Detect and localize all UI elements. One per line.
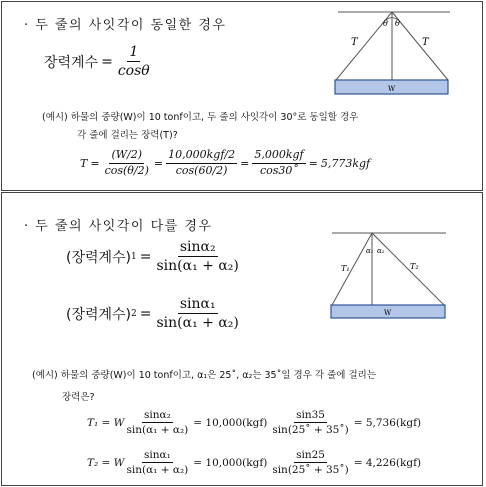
example1-line2: 각 줄에 걸리는 장력(T)? (77, 130, 178, 141)
right-sling-line (392, 12, 448, 80)
alpha2-label: α₂ (377, 247, 385, 255)
right-sling-line (372, 233, 444, 305)
load-label: W (384, 309, 392, 317)
theta-left-label: θ (383, 19, 388, 28)
example2-calculation-t2: T₂ = W $\frac{\text{sinα₁}}{\text{sin(α₁ + α₂)}}$ = 10,000(kgf) $\frac{\sin 25}{\sin(25˚ + 35˚)}$ = 4,226(kgf) (87, 449, 422, 477)
t-left-label: T (351, 37, 358, 48)
coefficient-formula-1: (장력계수) 1 = $\frac{\text{sinα₂}}{\text{sin(α₁ + α₂)}}$ (66, 239, 239, 275)
alpha1-label: α₁ (366, 247, 374, 255)
example2-line1: (예시) 하물의 중량(W)이 10 tonf이고, α₁은 25˚, α₂는 35˚일 경우 각 줄에 걸리는 (32, 370, 377, 381)
formula-fraction: $\frac{1}{\cos\theta}$ (117, 44, 150, 80)
unequal-angle-diagram (328, 223, 450, 323)
t1-result: = 5,736(kgf) (353, 416, 422, 429)
example2-calculation-t1: T₁ = W $\frac{\text{sinα₂}}{\text{sin(α₁ + α₂)}}$ = 10,000(kgf) $\frac{\sin 35}{\sin(25˚ + 35˚)}$ = 5,736(kgf) (87, 409, 422, 437)
left-sling-line (332, 233, 372, 305)
t2-result: = 4,226(kgf) (353, 456, 422, 469)
tension-coefficient-formula: 장력계수 = $\frac{1}{\cos\theta}$ (44, 44, 150, 80)
theta-right-label: θ (395, 19, 400, 28)
load-label: W (388, 85, 396, 93)
example1-calculation: T = $\frac{(W/2)}{\cos(\theta/2)}$ = $\frac{\text{10,000kgf/2}}{\cos(60/2)}$ = $\frac{\text{5,000kgf}}{\cos 30˚}$ = 5,773kgf (80, 148, 371, 177)
formula-lhs: 장력계수 (44, 54, 99, 71)
example1-result: 5,773kgf (320, 156, 371, 170)
section2-heading: · 두 줄의 사잇각이 다를 경우 (24, 219, 213, 234)
t1-label: T₁ (341, 264, 350, 273)
section1-heading: · 두 줄의 사잇각이 동일한 경우 (24, 18, 227, 33)
t2-label: T₂ (410, 262, 419, 271)
coefficient-formula-2: (장력계수) 2 = $\frac{\text{sinα₁}}{\text{sin(α₁ + α₂)}}$ (66, 296, 239, 332)
equal-angle-panel (1, 1, 483, 191)
equal-angle-diagram (334, 4, 454, 102)
unequal-angle-panel (1, 192, 483, 486)
example1-line1: (예시) 하물의 중량(W)이 10 tonf이고, 두 줄의 사잇각이 30°로 동일할 경우 (42, 112, 359, 123)
t-right-label: T (422, 37, 429, 48)
example2-line2: 장력은? (62, 392, 95, 403)
